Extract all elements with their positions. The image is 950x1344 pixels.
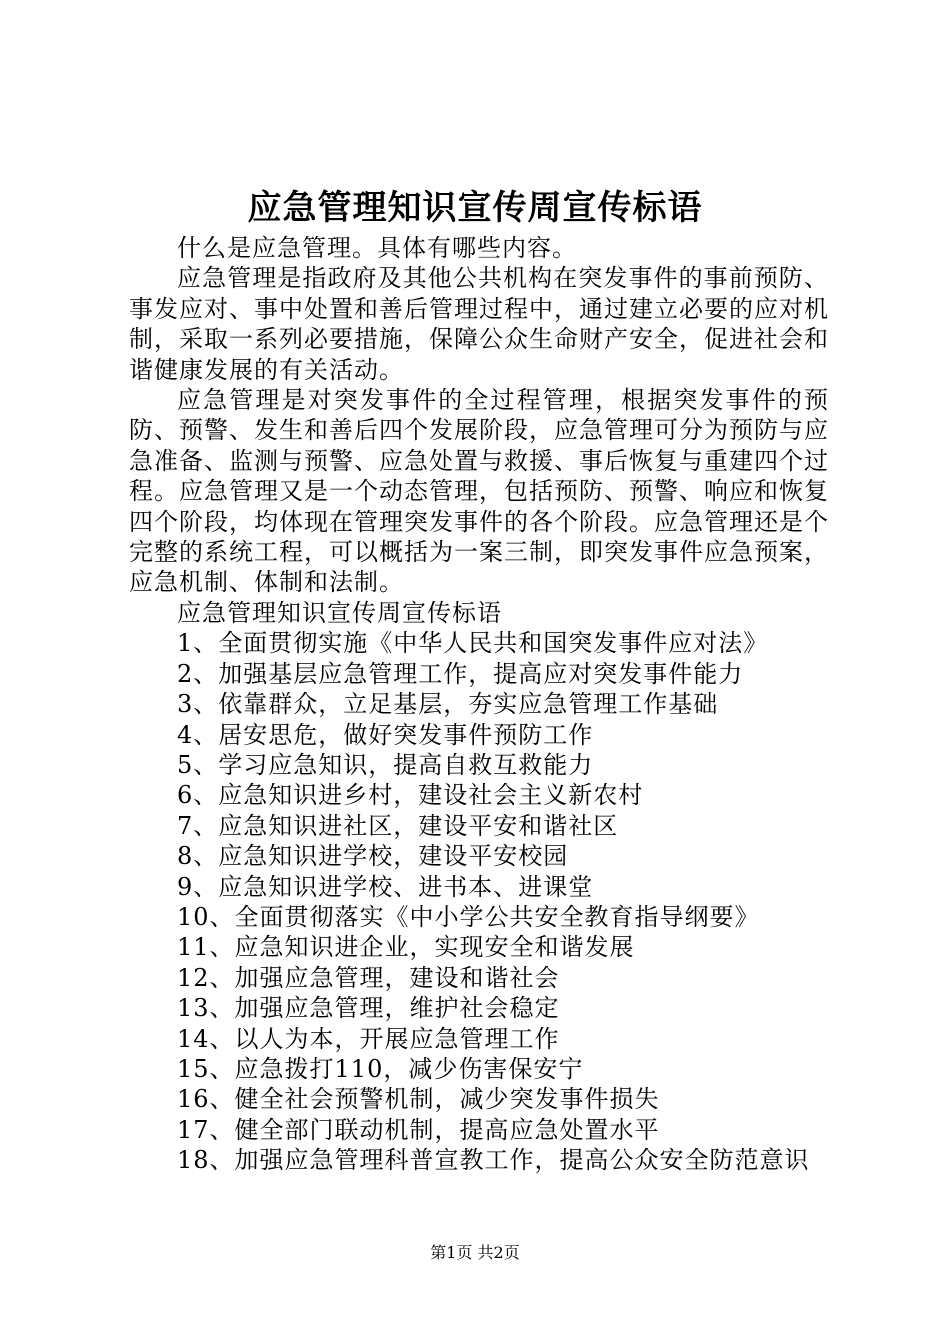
list-item: 1、全面贯彻实施《中华人民共和国突发事件应对法》 [177, 629, 769, 658]
list-item: 2、加强基层应急管理工作，提高应对突发事件能力 [177, 659, 744, 688]
list-item: 5、学习应急知识，提高自救互救能力 [177, 750, 594, 779]
list-item: 10、全面贯彻落实《中小学公共安全教育指导纲要》 [177, 902, 760, 931]
slogan-heading: 应急管理知识宣传周宣传标语 [177, 598, 502, 627]
slogan-list [129, 628, 829, 1175]
list-item: 4、居安思危，做好突发事件预防工作 [177, 720, 594, 749]
list-item: 11、应急知识进企业，实现安全和谐发展 [177, 933, 635, 962]
paragraph-process: 应急管理是对突发事件的全过程管理，根据突发事件的预防、预警、发生和善后四个发展阶段，应急管理可分为预防与应急准备、监测与预警、应急处置与救援、事后恢复与重建四个过程。应急管理又是一个动态管理，包括预防、预警、响应和恢复四个阶段，均体现在管理突发事件的各个阶段。应急管理还是个完整的系统工程，可以概括为一案三制，即突发事件应急预案，应急机制、体制和法制。 [129, 386, 829, 597]
list-item: 13、加强应急管理，维护社会稳定 [177, 994, 560, 1023]
list-item: 17、健全部门联动机制，提高应急处置水平 [177, 1115, 660, 1144]
paragraph-definition: 应急管理是指政府及其他公共机构在突发事件的事前预防、事发应对、事中处置和善后管理过程中，通过建立必要的应对机制，采取一系列必要措施，保障公众生命财产安全，促进社会和谐健康发展的有关活动。 [129, 264, 829, 384]
list-item: 16、健全社会预警机制，减少突发事件损失 [177, 1085, 660, 1114]
list-item: 7、应急知识进社区，建设平安和谐社区 [177, 811, 619, 840]
document-title: 应急管理知识宣传周宣传标语 [247, 188, 703, 228]
list-item: 14、以人为本，开展应急管理工作 [177, 1024, 560, 1053]
document-body [129, 233, 829, 1176]
page-footer: 第1页 共2页 [430, 1243, 520, 1262]
list-item: 6、应急知识进乡村，建设社会主义新农村 [177, 781, 644, 810]
list-item: 18、加强应急管理科普宣教工作，提高公众安全防范意识 [177, 1146, 810, 1175]
list-item: 8、应急知识进学校，建设平安校园 [177, 842, 569, 871]
list-item: 15、应急拨打110，减少伤害保安宁 [177, 1054, 584, 1083]
list-item: 3、依靠群众，立足基层，夯实应急管理工作基础 [177, 690, 719, 719]
list-item: 9、应急知识进学校、进书本、进课堂 [177, 872, 594, 901]
list-item: 12、加强应急管理，建设和谐社会 [177, 963, 560, 992]
intro-question: 什么是应急管理。具体有哪些内容。 [177, 234, 577, 262]
